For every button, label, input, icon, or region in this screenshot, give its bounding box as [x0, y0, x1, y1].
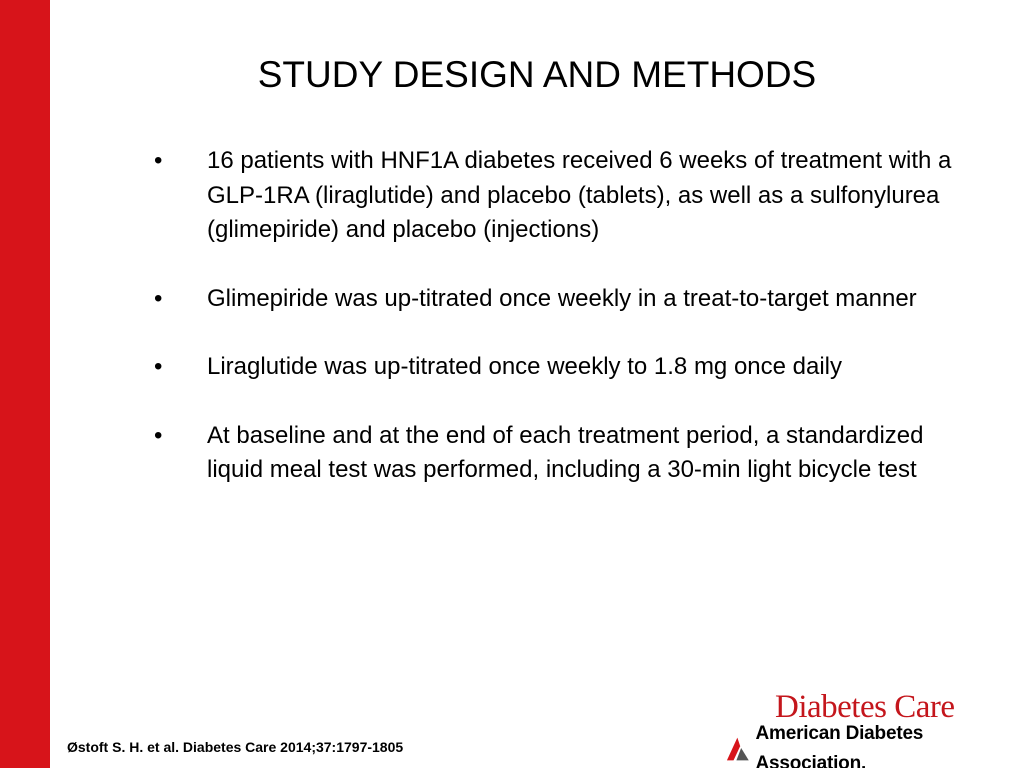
bullet-item [150, 350, 980, 385]
bullet-text: 16 patients with HNF1A diabetes received 6 weeks of treatment with a GLP-1RA (liraglutide) and placebo (tablets), as well as a sulfonylurea (glimepiride) and placebo (injections) [207, 147, 952, 243]
bullet-dot-icon: • [154, 284, 163, 312]
association-name: American Diabetes Association. [755, 723, 924, 768]
bullet-item [150, 144, 980, 248]
bullet-dot-icon: • [154, 353, 163, 380]
bullet-text: At baseline and at the end of each treatment period, a standardized liquid meal test was performed, including a 30-min light bicycle test [207, 421, 924, 483]
citation: Østoft S. H. et al. Diabetes Care 2014;37:1797-1805 [67, 739, 404, 755]
bullet-dot-icon: • [154, 421, 163, 449]
bullet-item [150, 282, 980, 317]
slide-title: STUDY DESIGN AND METHODS [257, 54, 817, 95]
left-accent-bar [0, 0, 50, 768]
bullet-text: Liraglutide was up-titrated once weekly to 1.8 mg once daily [207, 353, 843, 380]
ada-triangle-icon [725, 734, 754, 764]
association-logo [725, 723, 1024, 768]
journal-logo: Diabetes Care [775, 689, 955, 725]
bullet-list [150, 144, 980, 522]
bullet-item [150, 419, 980, 488]
bullet-dot-icon: • [154, 147, 163, 174]
bullet-text: Glimepiride was up-titrated once weekly in a treat-to-target manner [207, 284, 917, 312]
